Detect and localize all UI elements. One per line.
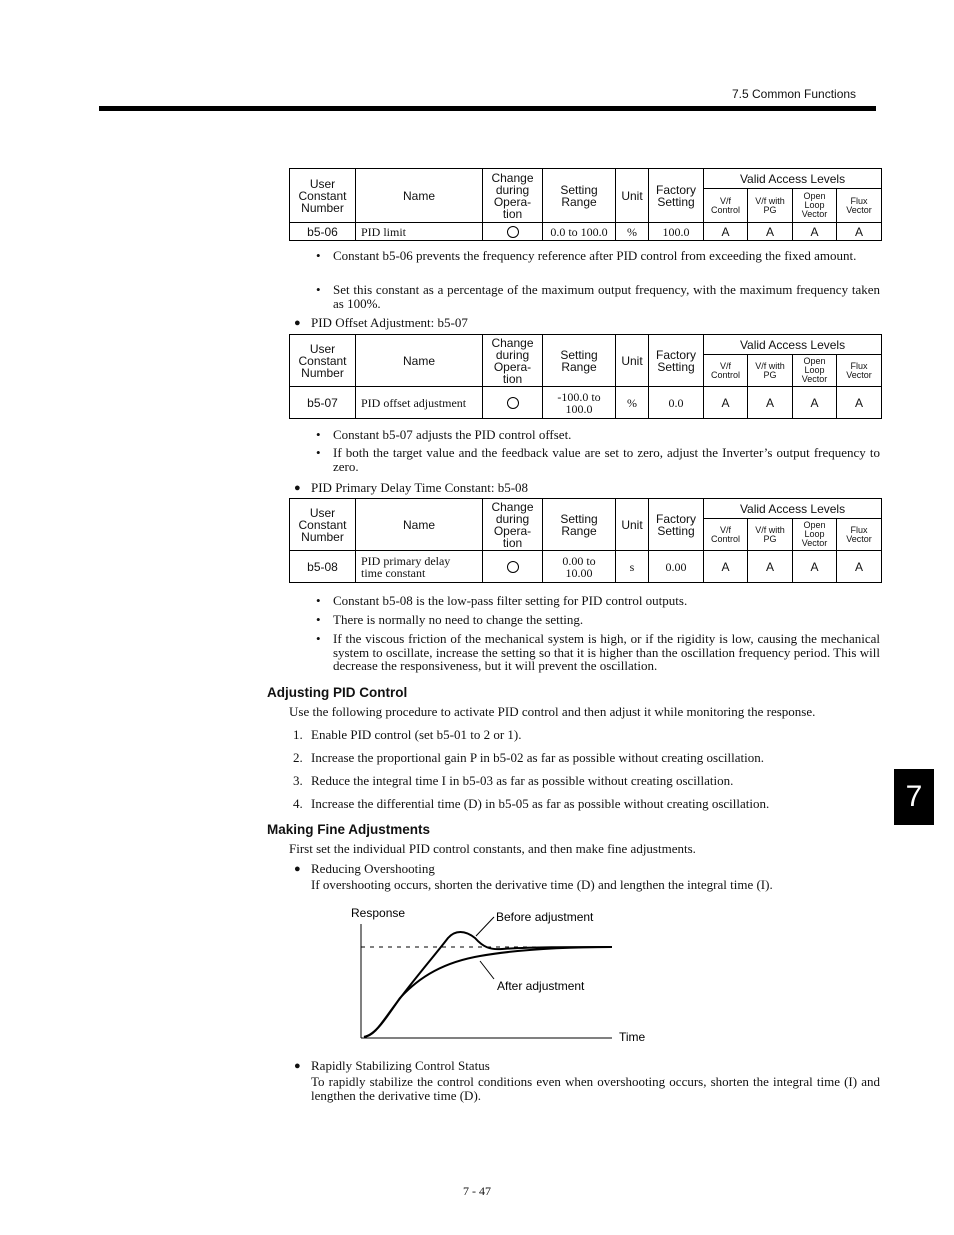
access-level-3: A (837, 551, 882, 583)
constant-name: PID limit (356, 223, 483, 241)
heading-making-fine-adjustments: Making Fine Adjustments (267, 822, 431, 837)
access-level-2: A (793, 551, 837, 583)
chapter-tab: 7 (894, 769, 934, 825)
header-flux-vector: Flux Vector (837, 189, 882, 223)
header-unit: Unit (616, 169, 649, 223)
adjusting-intro: Use the following procedure to activate PID control and then adjust it while monitoring the response. (289, 704, 816, 719)
access-level-1: A (748, 551, 793, 583)
header-factory-setting: Factory Setting (649, 499, 704, 551)
header-name: Name (356, 499, 483, 551)
header-user-constant-number: User Constant Number (290, 335, 356, 387)
note-b5-08-1: • Constant b5-08 is the low-pass filter setting for PID control outputs. (316, 593, 688, 608)
unit: % (616, 387, 649, 419)
factory-setting: 100.0 (649, 223, 704, 241)
header-flux-vector: Flux Vector (837, 355, 882, 387)
access-level-0: A (704, 387, 748, 419)
header-setting-range: Setting Range (543, 499, 616, 551)
note-b5-07-2: • If both the target value and the feedback value are set to zero, adjust the Inverter’s output frequency to zero. (316, 445, 880, 474)
subheading-b5-08: ● PID Primary Delay Time Constant: b5-08 (294, 480, 529, 495)
header-user-constant-number: User Constant Number (290, 499, 356, 551)
setting-range: -100.0 to 100.0 (543, 387, 616, 419)
note-b5-07-1: • Constant b5-07 adjusts the PID control offset. (316, 427, 572, 442)
access-level-1: A (748, 223, 793, 241)
fine-intro: First set the individual PID control constants, and then make fine adjustments. (289, 841, 696, 856)
header-open-loop-vector: Open Loop Vector (793, 519, 837, 551)
response-graph (340, 900, 660, 1052)
header-setting-range: Setting Range (543, 169, 616, 223)
note-b5-08-3: • If the viscous friction of the mechanical system is high, or if the rigidity is low, causing the mechanical system to oscillate, increase the setting so that it is higher than the oscillation frequency period. This will decrease the responsiveness, but it will prevent the oscillation. (316, 631, 880, 673)
header-valid-access-levels: Valid Access Levels (704, 335, 882, 355)
header-open-loop-vector: Open Loop Vector (793, 189, 837, 223)
access-level-0: A (704, 223, 748, 241)
graph-y-label: Response (351, 906, 406, 920)
header-flux-vector: Flux Vector (837, 519, 882, 551)
header-valid-access-levels: Valid Access Levels (704, 499, 882, 519)
graph-x-label: Time (619, 1030, 646, 1044)
factory-setting: 0.00 (649, 551, 704, 583)
access-level-3: A (837, 387, 882, 419)
header-change-during-operation: Change during Opera- tion (483, 499, 543, 551)
subheading-rapid-stabilize: ● Rapidly Stabilizing Control Status (294, 1058, 490, 1073)
header-open-loop-vector: Open Loop Vector (793, 355, 837, 387)
factory-setting: 0.0 (649, 387, 704, 419)
step-4: 4. Increase the differential time (D) in b5-05 as far as possible without creating oscillation. (293, 796, 770, 811)
header-unit: Unit (616, 335, 649, 387)
circle-icon (507, 561, 519, 573)
unit: % (616, 223, 649, 241)
step-3: 3. Reduce the integral time I in b5-03 as far as possible without creating oscillation. (293, 773, 734, 788)
header-change-during-operation: Change during Opera- tion (483, 169, 543, 223)
header-unit: Unit (616, 499, 649, 551)
header-valid-access-levels: Valid Access Levels (704, 169, 882, 189)
constant-number: b5-07 (290, 387, 356, 419)
header-vf-with-pg: V/f with PG (748, 519, 793, 551)
header-vf-control: V/f Control (704, 519, 748, 551)
header-change-during-operation: Change during Opera- tion (483, 335, 543, 387)
header-setting-range: Setting Range (543, 335, 616, 387)
pointer-after (480, 961, 494, 979)
header-vf-with-pg: V/f with PG (748, 189, 793, 223)
circle-icon (507, 226, 519, 238)
constant-table-b5-08 (289, 498, 882, 583)
note-b5-06-2: • Set this constant as a percentage of the maximum output frequency, with the maximum frequency taken as 100%. (316, 282, 880, 311)
access-level-1: A (748, 387, 793, 419)
constant-number: b5-08 (290, 551, 356, 583)
note-b5-06-1: • Constant b5-06 prevents the frequency reference after PID control from exceeding the fixed amount. (316, 248, 857, 263)
header-vf-control: V/f Control (704, 355, 748, 387)
constant-number: b5-06 (290, 223, 356, 241)
constant-name: PID offset adjustment (356, 387, 483, 419)
subheading-reducing-overshooting: ● Reducing Overshooting (294, 861, 435, 876)
header-name: Name (356, 169, 483, 223)
circle-icon (507, 397, 519, 409)
note-b5-08-2: • There is normally no need to change the setting. (316, 612, 584, 627)
constant-table-b5-07 (289, 334, 882, 419)
access-level-2: A (793, 223, 837, 241)
header-vf-with-pg: V/f with PG (748, 355, 793, 387)
header-name: Name (356, 335, 483, 387)
change-during-operation (483, 551, 543, 583)
setting-range: 0.0 to 100.0 (543, 223, 616, 241)
section-header: 7.5 Common Functions (732, 87, 857, 101)
subheading-b5-07: ● PID Offset Adjustment: b5-07 (294, 315, 468, 330)
access-level-0: A (704, 551, 748, 583)
change-during-operation (483, 387, 543, 419)
overshoot-text: If overshooting occurs, shorten the derivative time (D) and lengthen the integral time (I). (311, 877, 773, 892)
change-during-operation (483, 223, 543, 241)
step-2: 2. Increase the proportional gain P in b5-02 as far as possible without creating oscillation. (293, 750, 764, 765)
access-level-2: A (793, 387, 837, 419)
access-level-3: A (837, 223, 882, 241)
constant-table-b5-06 (289, 168, 882, 241)
graph-before-label: Before adjustment (496, 910, 594, 924)
header-user-constant-number: User Constant Number (290, 169, 356, 223)
stabilize-text: To rapidly stabilize the control conditions even when overshooting occurs, shorten the integral time (I) and lengthen the derivative time (D). (311, 1074, 880, 1103)
unit: s (616, 551, 649, 583)
heading-adjusting-pid-control: Adjusting PID Control (267, 685, 408, 700)
header-vf-control: V/f Control (704, 189, 748, 223)
page-number: 7 - 47 (463, 1184, 491, 1198)
header-factory-setting: Factory Setting (649, 335, 704, 387)
constant-name: PID primary delay time constant (356, 551, 483, 583)
graph-after-label: After adjustment (497, 979, 585, 993)
setting-range: 0.00 to 10.00 (543, 551, 616, 583)
header-factory-setting: Factory Setting (649, 169, 704, 223)
pointer-before (476, 917, 494, 936)
step-1: 1. Enable PID control (set b5-01 to 2 or 1). (293, 727, 522, 742)
header-rule (99, 106, 876, 111)
